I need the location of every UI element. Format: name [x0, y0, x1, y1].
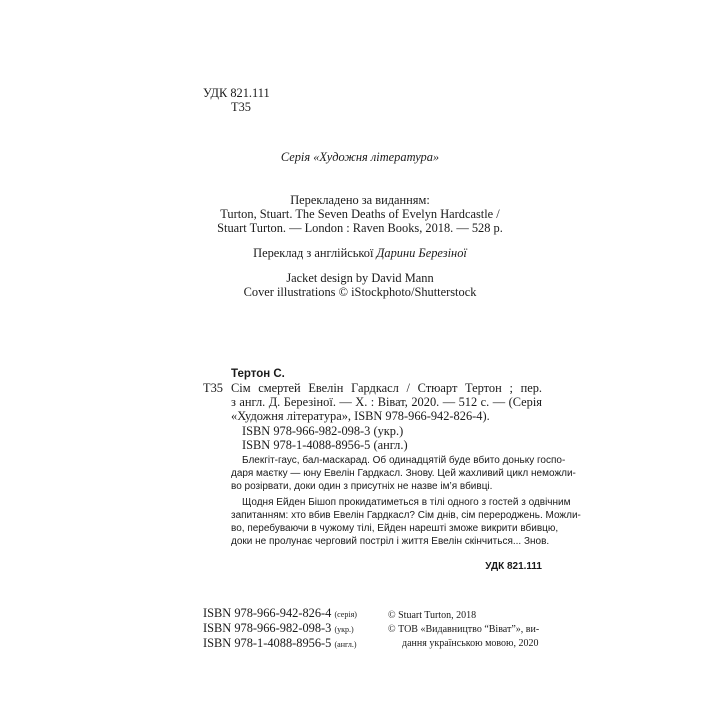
catalog-index: Т35: [203, 381, 223, 395]
udk-index-top: Т35: [231, 100, 251, 114]
catalog-desc-line-2: з англ. Д. Березіної. — Х. : Віват, 2020. — 512 с. — (Серія: [231, 395, 542, 409]
udk-code-top: УДК 821.111: [203, 86, 270, 100]
series-line: [160, 150, 560, 165]
source-heading: Перекладено за виданням:: [290, 193, 430, 207]
translation-prefix: Переклад з англійської: [253, 246, 377, 260]
copyright-line-1: © Stuart Turton, 2018: [388, 610, 477, 621]
copyright-line-3: дання українською мовою, 2020: [402, 638, 539, 649]
isbn-bottom-note: (укр.): [334, 625, 354, 634]
isbn-bottom-note: (англ.): [334, 640, 357, 649]
annotation-2-line-2: запитанням: хто вбив Евелін Гардкасл? Сім днів, сім перероджень. Можли-: [231, 510, 581, 521]
copyright-line-2: © ТОВ «Видавництво “Віват”», ви-: [388, 624, 540, 635]
annotation-1-line-2: даря маєтку — юну Евелін Гардкасл. Знову. Цей жахливий цикл неможли-: [231, 468, 576, 479]
annotation-2-line-3: во, перебуваючи в чужому тілі, Ейден нарешті зможе викрити вбивцю,: [231, 523, 559, 534]
jacket-credit: Jacket design by David Mann: [286, 271, 434, 285]
isbn-bottom-value: ISBN 978-1-4088-8956-5: [203, 636, 332, 650]
annotation-1-line-3: во розірвати, доки один з присутніх не назве ім’я вбивці.: [231, 481, 493, 492]
isbn-bottom-row: [203, 636, 357, 652]
catalog-desc-line-3: «Художня література», ISBN 978-966-942-826-4).: [231, 409, 490, 423]
cover-credit: Cover illustrations © iStockphoto/Shutterstock: [243, 285, 477, 299]
annotation-2-line-4: доки не пролунає черговий постріл і життя Евелін скінчиться... Знов.: [231, 536, 550, 547]
isbn-bottom-note: (серія): [334, 610, 357, 619]
catalog-isbn-eng: ISBN 978-1-4088-8956-5 (англ.): [242, 438, 408, 452]
udk-code-bottom: УДК 821.111: [485, 561, 542, 572]
catalog-author: Тертон С.: [231, 368, 285, 380]
source-line-2: Stuart Turton. — London : Raven Books, 2018. — 528 p.: [217, 221, 503, 235]
isbn-bottom-value: ISBN 978-966-982-098-3: [203, 621, 332, 635]
translator-name: Дарини Березіної: [376, 246, 467, 260]
source-line-1: Turton, Stuart. The Seven Deaths of Evelyn Hardcastle /: [220, 207, 500, 221]
translation-line: [160, 246, 560, 261]
isbn-bottom-row: [203, 621, 354, 637]
annotation-2-line-1: Щодня Ейден Бішоп прокидатиметься в тілі одного з гостей з одвічним: [242, 497, 571, 508]
catalog-desc-line-1: Сім смертей Евелін Гардкасл / Стюарт Тертон ; пер.: [231, 381, 542, 395]
series-prefix: Серія: [280, 150, 314, 164]
isbn-bottom-value: ISBN 978-966-942-826-4: [203, 606, 332, 620]
series-title: «Художня література»: [313, 150, 440, 164]
annotation-1-line-1: Блекгіт-гаус, бал-маскарад. Об одинадцятій буде вбито доньку госпо-: [242, 455, 566, 466]
isbn-bottom-row: [203, 606, 357, 622]
catalog-isbn-ukr: ISBN 978-966-982-098-3 (укр.): [242, 424, 404, 438]
